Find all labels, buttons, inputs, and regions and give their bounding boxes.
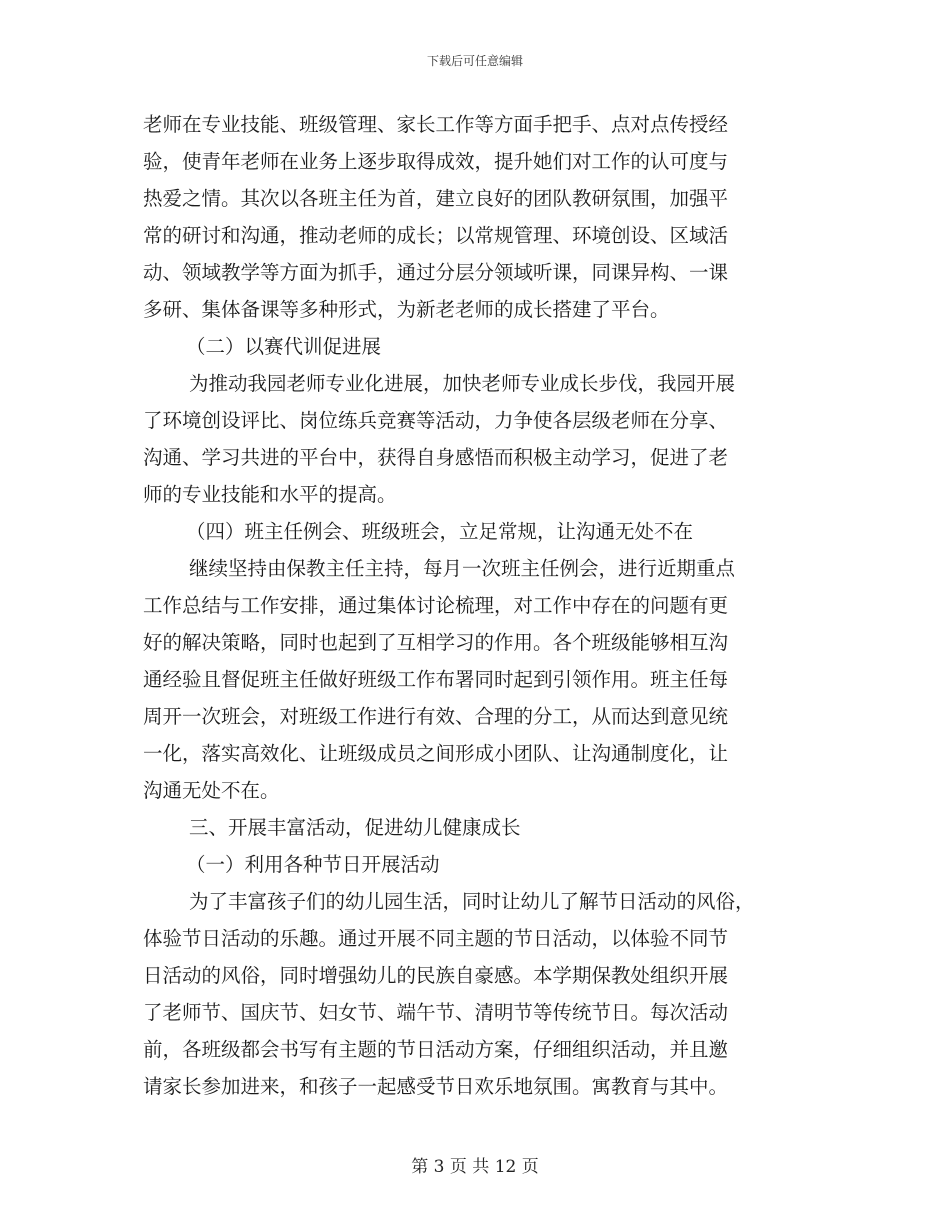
body-line-3: 热爱之情。其次以各班主任为首，建立良好的团队教研氛围，加强平 (143, 187, 729, 210)
document-body (143, 106, 808, 1105)
body-line-5: 动、领域教学等方面为抓手，通过分层分领域听课，同课异构、一课 (143, 261, 729, 284)
body-line-15: 好的解决策略，同时也起到了互相学习的作用。各个班级能够相互沟 (143, 631, 729, 654)
body-line-11: 师的专业技能和水平的提高。 (143, 483, 397, 506)
body-line-26: 前，各班级都会书写有主题的节日活动方案，仔细组织活动，并且邀 (143, 1038, 729, 1061)
body-line-17: 周开一次班会，对班级工作进行有效、合理的分工，从而达到意见统 (143, 705, 729, 728)
body-line-22: 为了丰富孩子们的幼儿园生活，同时让幼儿了解节日活动的风俗， (189, 890, 755, 913)
section-heading-2: （二）以赛代训促进展 (186, 335, 382, 358)
body-line-9: 了环境创设评比、岗位练兵竞赛等活动，力争使各层级老师在分享、 (143, 409, 729, 432)
section-heading-1: （一）利用各种节日开展活动 (186, 853, 440, 876)
body-line-18: 一化，落实高效化、让班级成员之间形成小团队、让沟通制度化，让 (143, 742, 729, 765)
body-line-19: 沟通无处不在。 (143, 779, 280, 802)
body-line-8: 为推动我园老师专业化进展，加快老师专业成长步伐，我园开展 (189, 372, 736, 395)
body-line-16: 通经验且督促班主任做好班级工作布署同时起到引领作用。班主任每 (143, 668, 729, 691)
body-line-4: 常的研讨和沟通，推动老师的成长；以常规管理、环境创设、区域活 (143, 224, 729, 247)
body-line-1: 老师在专业技能、班级管理、家长工作等方面手把手、点对点传授经 (143, 113, 729, 136)
page-header: 下载后可任意编辑 (426, 54, 523, 68)
body-line-13: 继续坚持由保教主任主持，每月一次班主任例会，进行近期重点 (189, 557, 736, 580)
body-line-10: 沟通、学习共进的平台中，获得自身感悟而积极主动学习，促进了老 (143, 446, 729, 469)
body-line-24: 日活动的风俗，同时增强幼儿的民族自豪感。本学期保教处组织开展 (143, 964, 729, 987)
page-footer: 第 3 页 共 12 页 (411, 1157, 539, 1177)
body-line-25: 了老师节、国庆节、妇女节、端午节、清明节等传统节日。每次活动 (143, 1001, 729, 1024)
body-line-2: 验，使青年老师在业务上逐步取得成效，提升她们对工作的认可度与 (143, 150, 729, 173)
section-heading-4: （四）班主任例会、班级班会，立足常规，让沟通无处不在 (186, 520, 694, 543)
body-line-6: 多研、集体备课等多种形式，为新老老师的成长搭建了平台。 (143, 298, 670, 321)
body-line-23: 体验节日活动的乐趣。通过开展不同主题的节日活动，以体验不同节 (143, 927, 729, 950)
body-line-27: 请家长参加进来，和孩子一起感受节日欢乐地氛围。寓教育与其中。 (143, 1075, 729, 1098)
body-line-14: 工作总结与工作安排，通过集体讨论梳理，对工作中存在的问题有更 (143, 594, 729, 617)
chapter-heading-3: 三、开展丰富活动，促进幼儿健康成长 (189, 816, 521, 839)
